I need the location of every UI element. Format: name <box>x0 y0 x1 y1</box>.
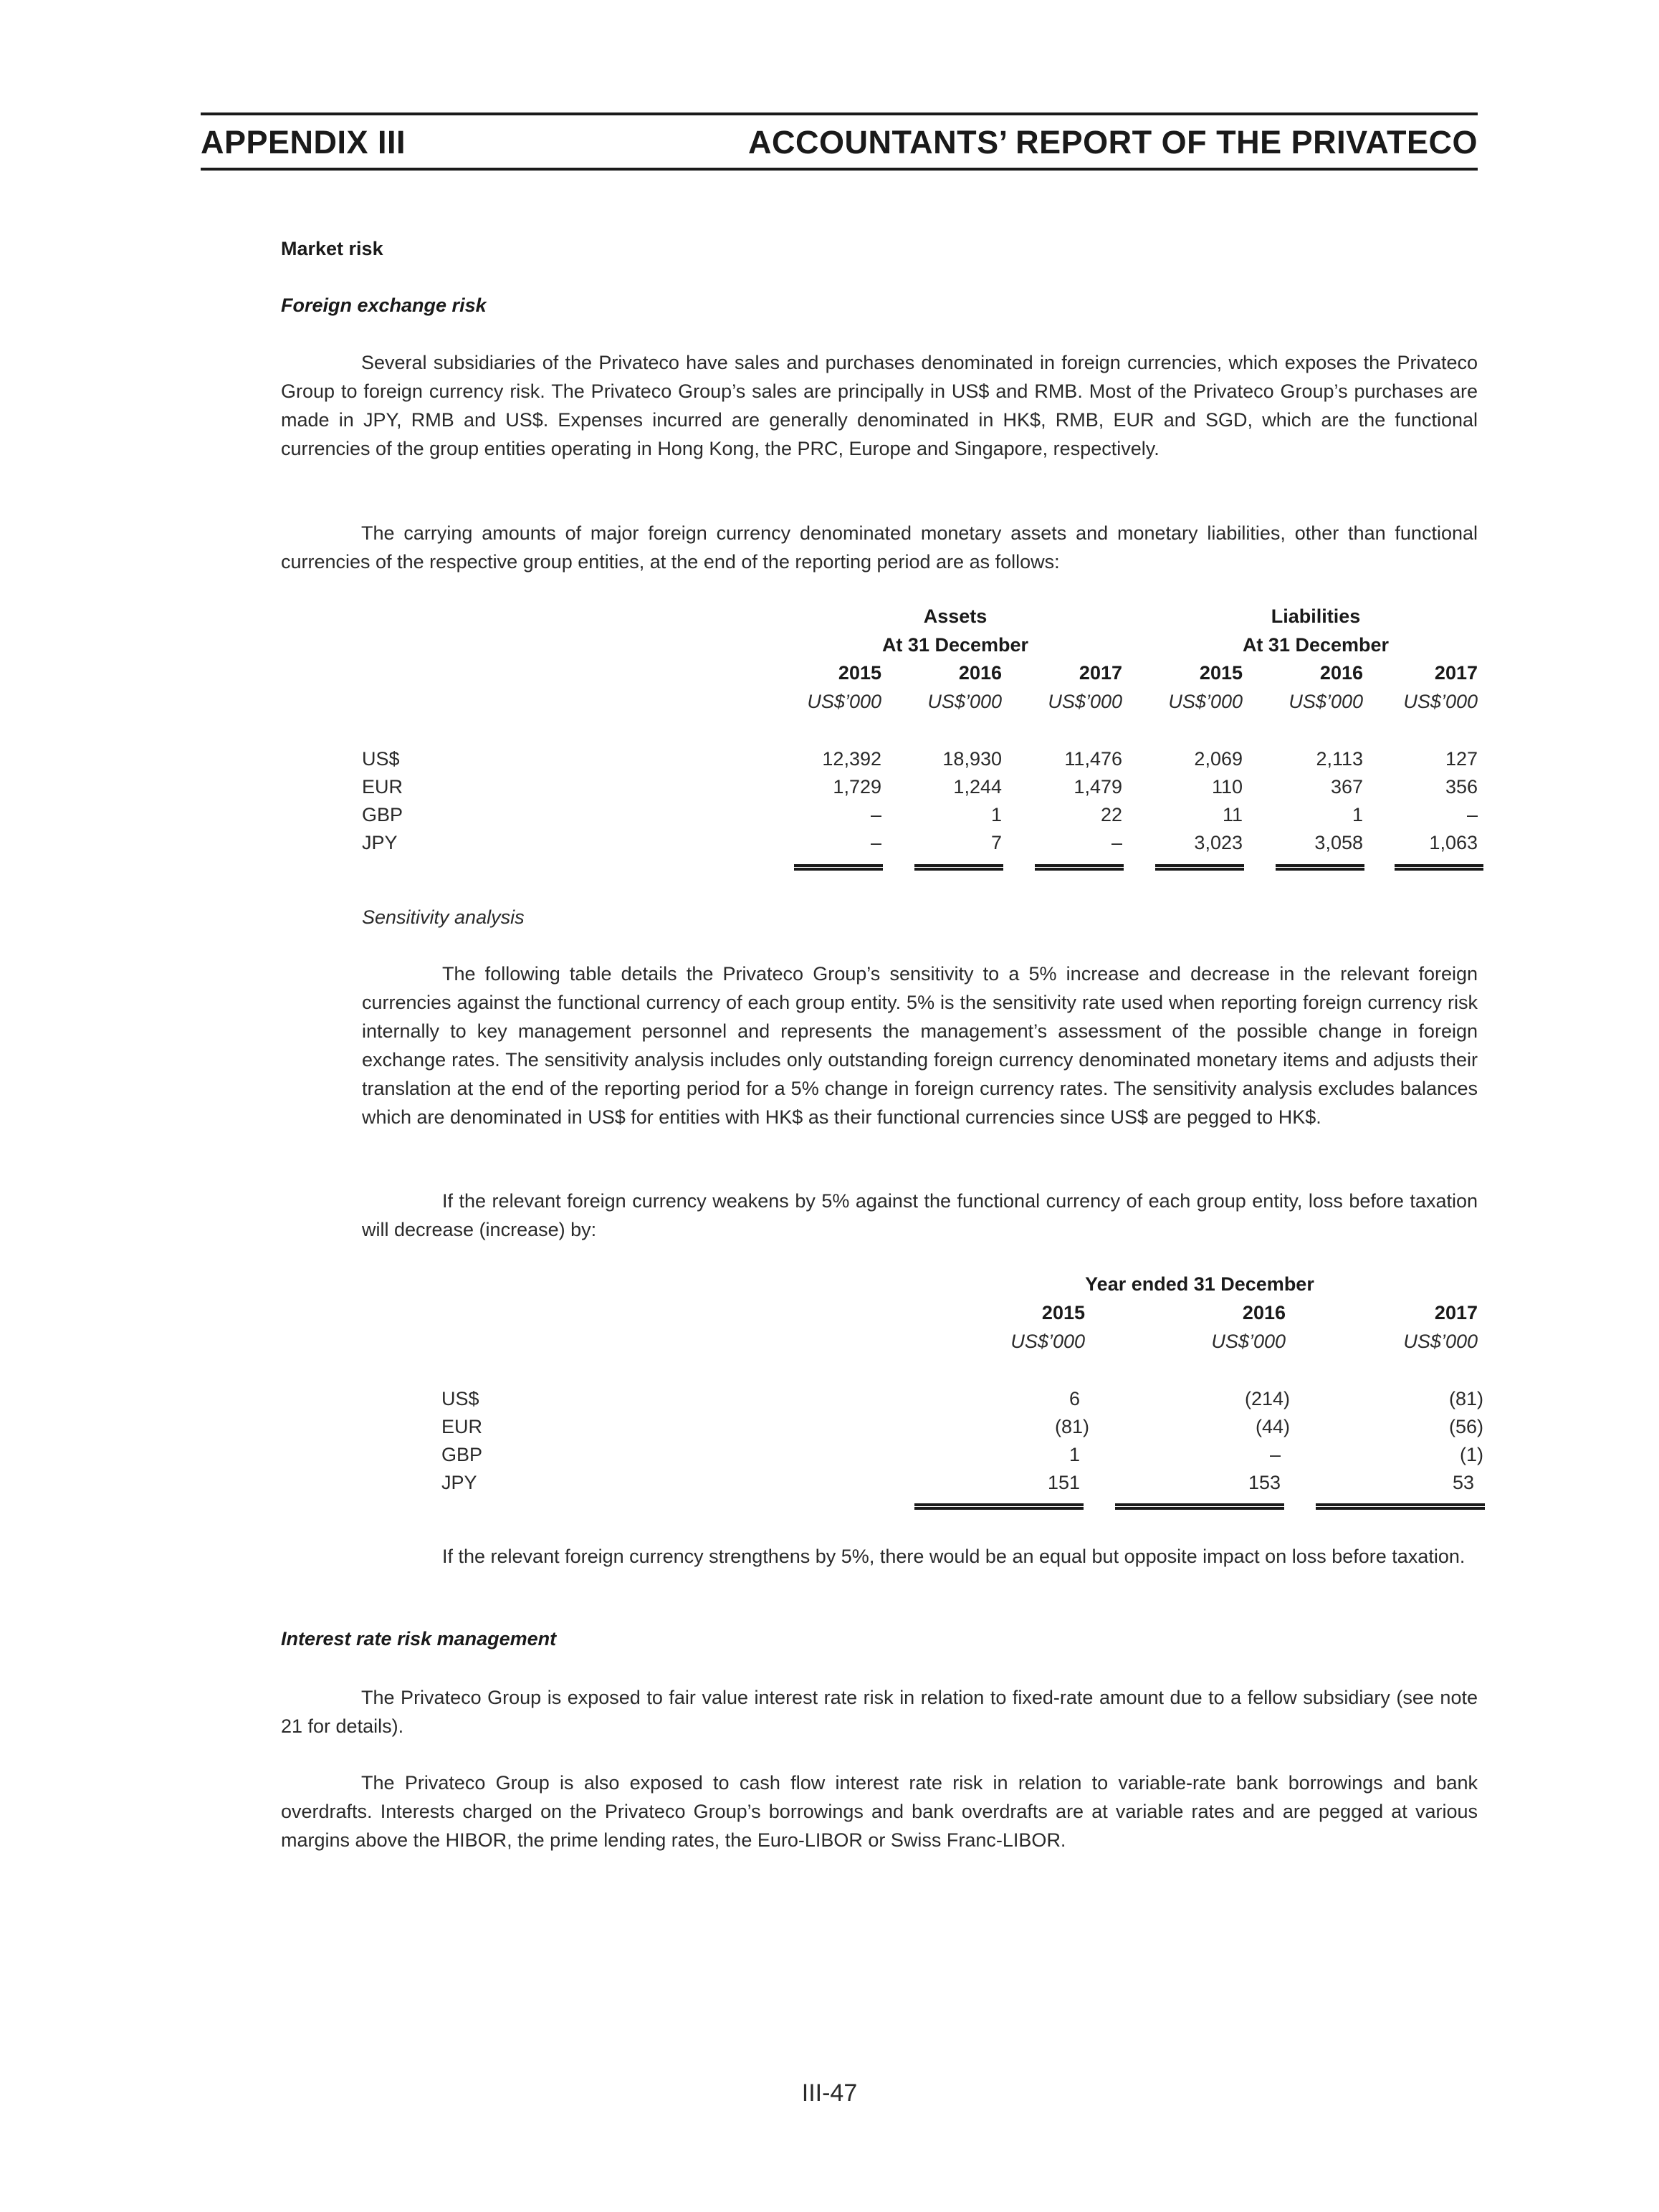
t2-double-underline <box>1115 1503 1284 1510</box>
t1-cell: 2,069 <box>1194 748 1243 770</box>
t1-year-2017-liabilities: 2017 <box>1434 662 1478 684</box>
t1-double-underline <box>794 864 883 871</box>
t1-cell: 3,058 <box>1314 832 1363 853</box>
t2-unit: US$’000 <box>1010 1331 1085 1352</box>
t1-double-underline <box>1276 864 1364 871</box>
t1-cell: – <box>870 832 881 853</box>
t1-unit: US$’000 <box>1048 691 1122 712</box>
t2-cell: (81) <box>1054 1416 1089 1437</box>
liabilities-at-header: At 31 December <box>1242 634 1390 656</box>
t2-cell: (44) <box>1255 1416 1290 1437</box>
t1-cell: – <box>870 804 881 825</box>
t1-cell: 1,729 <box>833 776 881 798</box>
t2-unit: US$’000 <box>1403 1331 1478 1352</box>
t2-cell: 6 <box>1068 1388 1080 1409</box>
t2-cell: (214) <box>1244 1388 1290 1409</box>
header-top-rule <box>201 112 1478 115</box>
t1-unit: US$’000 <box>1168 691 1243 712</box>
t2-cell: 151 <box>1047 1472 1080 1493</box>
t2-row-label: JPY <box>441 1472 477 1493</box>
t1-double-underline <box>1395 864 1483 871</box>
t1-cell: 1,063 <box>1429 832 1478 853</box>
report-title: ACCOUNTANTS’ REPORT OF THE PRIVATECO <box>747 124 1478 161</box>
interest-risk-heading: Interest rate risk management <box>281 1628 557 1650</box>
t1-cell: 3,023 <box>1194 832 1243 853</box>
t1-cell: 2,113 <box>1316 748 1363 770</box>
t1-unit: US$’000 <box>927 691 1002 712</box>
fx-risk-heading: Foreign exchange risk <box>281 295 487 316</box>
market-risk-heading: Market risk <box>281 238 383 259</box>
fx-paragraph-1: Several subsidiaries of the Privateco have sales and purchases denominated in foreign currencies, which exposes the Privateco Group to foreign currency risk. The Privateco Group’s sales are principally in US$ and RMB. Most of the Privateco Group’s purchases are made in JPY, RMB and US$. Expenses incurred are generally denominated in HK$, RMB, EUR and SGD, which are the functional currencies of the group entities operating in Hong Kong, the PRC, Europe and Singapore, respectively. <box>281 352 1478 459</box>
t1-cell: 22 <box>1100 804 1122 825</box>
t2-cell: 53 <box>1452 1472 1474 1493</box>
t1-cell: 1,244 <box>953 776 1002 798</box>
strengthen-paragraph: If the relevant foreign currency strengthens by 5%, there would be an equal but opposite impact on loss before taxation. <box>442 1546 1466 1567</box>
t1-cell: 1 <box>990 804 1002 825</box>
t1-cell: 127 <box>1445 748 1478 770</box>
t1-cell: 110 <box>1211 776 1243 798</box>
t1-row-label: US$ <box>362 748 400 770</box>
sensitivity-paragraph-1: The following table details the Privateco Group’s sensitivity to a 5% increase and decrease in the relevant foreign currencies against the functional currency of each group entity. 5% is the sensitivity rate used when reporting foreign currency risk internally to key management personnel and represents the management’s assessment of the possible change in foreign exchange rates. The sensitivity analysis includes only outstanding foreign currency denominated monetary items and adjusts their translation at the end of the reporting period for a 5% change in foreign currency rates. The sensitivity analysis excludes balances which are denominated in US$ for entities with HK$ as their functional currencies since US$ are pegged to HK$. <box>362 963 1478 1128</box>
t2-cell: – <box>1269 1444 1281 1465</box>
t2-row-label: GBP <box>441 1444 483 1465</box>
t2-double-underline <box>914 1503 1084 1510</box>
t2-cell: 1 <box>1068 1444 1080 1465</box>
header-bottom-rule <box>201 168 1478 171</box>
t2-period-header: Year ended 31 December <box>1085 1273 1314 1295</box>
interest-paragraph-1: The Privateco Group is exposed to fair value interest rate risk in relation to fixed-rate amount due to a fellow subsidiary (see note 21 for details). <box>281 1687 1478 1737</box>
t1-cell: 356 <box>1445 776 1478 798</box>
t2-year-2016: 2016 <box>1242 1302 1286 1323</box>
t2-cell: (1) <box>1460 1444 1483 1465</box>
t2-cell: (81) <box>1448 1388 1483 1409</box>
t1-unit: US$’000 <box>1289 691 1363 712</box>
interest-paragraph-2: The Privateco Group is also exposed to cash flow interest rate risk in relation to variable-rate bank borrowings and bank overdrafts. Interests charged on the Privateco Group’s borrowings and bank overdrafts are at variable rates and are pegged at various margins above the HIBOR, the prime lending rates, the Euro-LIBOR or Swiss Franc-LIBOR. <box>281 1772 1478 1851</box>
t1-cell: 1,479 <box>1074 776 1122 798</box>
t2-cell: 153 <box>1248 1472 1281 1493</box>
t2-year-2017: 2017 <box>1434 1302 1478 1323</box>
t2-row-label: US$ <box>441 1388 479 1409</box>
t2-row-label: EUR <box>441 1416 483 1437</box>
t2-cell: (56) <box>1448 1416 1483 1437</box>
t1-row-label: EUR <box>362 776 403 798</box>
t2-double-underline <box>1316 1503 1485 1510</box>
t1-row-label: JPY <box>362 832 398 853</box>
page-number: III-47 <box>801 2079 858 2107</box>
t1-cell: 11 <box>1222 804 1243 825</box>
t1-year-2015-assets: 2015 <box>838 662 881 684</box>
t2-unit: US$’000 <box>1211 1331 1286 1352</box>
t1-cell: 12,392 <box>822 748 881 770</box>
t1-cell: 367 <box>1330 776 1363 798</box>
t1-double-underline <box>1035 864 1124 871</box>
assets-header: Assets <box>923 605 988 627</box>
t1-year-2017-assets: 2017 <box>1079 662 1122 684</box>
t1-row-label: GBP <box>362 804 403 825</box>
t1-double-underline <box>914 864 1003 871</box>
t1-double-underline <box>1155 864 1244 871</box>
t1-year-2016-assets: 2016 <box>958 662 1002 684</box>
t1-cell: 11,476 <box>1064 748 1122 770</box>
t1-cell: 7 <box>990 832 1002 853</box>
assets-at-header: At 31 December <box>881 634 1029 656</box>
t1-unit: US$’000 <box>1403 691 1478 712</box>
fx-paragraph-2: The carrying amounts of major foreign currency denominated monetary assets and monetary liabilities, other than functional currencies of the respective group entities, at the end of the reporting period are as follows: <box>281 522 1478 573</box>
sensitivity-heading: Sensitivity analysis <box>362 906 525 928</box>
t1-unit: US$’000 <box>807 691 881 712</box>
t1-cell: – <box>1466 804 1478 825</box>
appendix-label: APPENDIX III <box>201 124 406 161</box>
page-header <box>201 122 1478 163</box>
liabilities-header: Liabilities <box>1271 605 1361 627</box>
t1-year-2016-liabilities: 2016 <box>1319 662 1363 684</box>
sensitivity-paragraph-2: If the relevant foreign currency weakens by 5% against the functional currency of each group entity, loss before taxation will decrease (increase) by: <box>362 1190 1478 1240</box>
t1-year-2015-liabilities: 2015 <box>1199 662 1243 684</box>
t2-year-2015: 2015 <box>1041 1302 1085 1323</box>
t1-cell: – <box>1111 832 1122 853</box>
t1-cell: 1 <box>1352 804 1363 825</box>
t1-cell: 18,930 <box>942 748 1002 770</box>
